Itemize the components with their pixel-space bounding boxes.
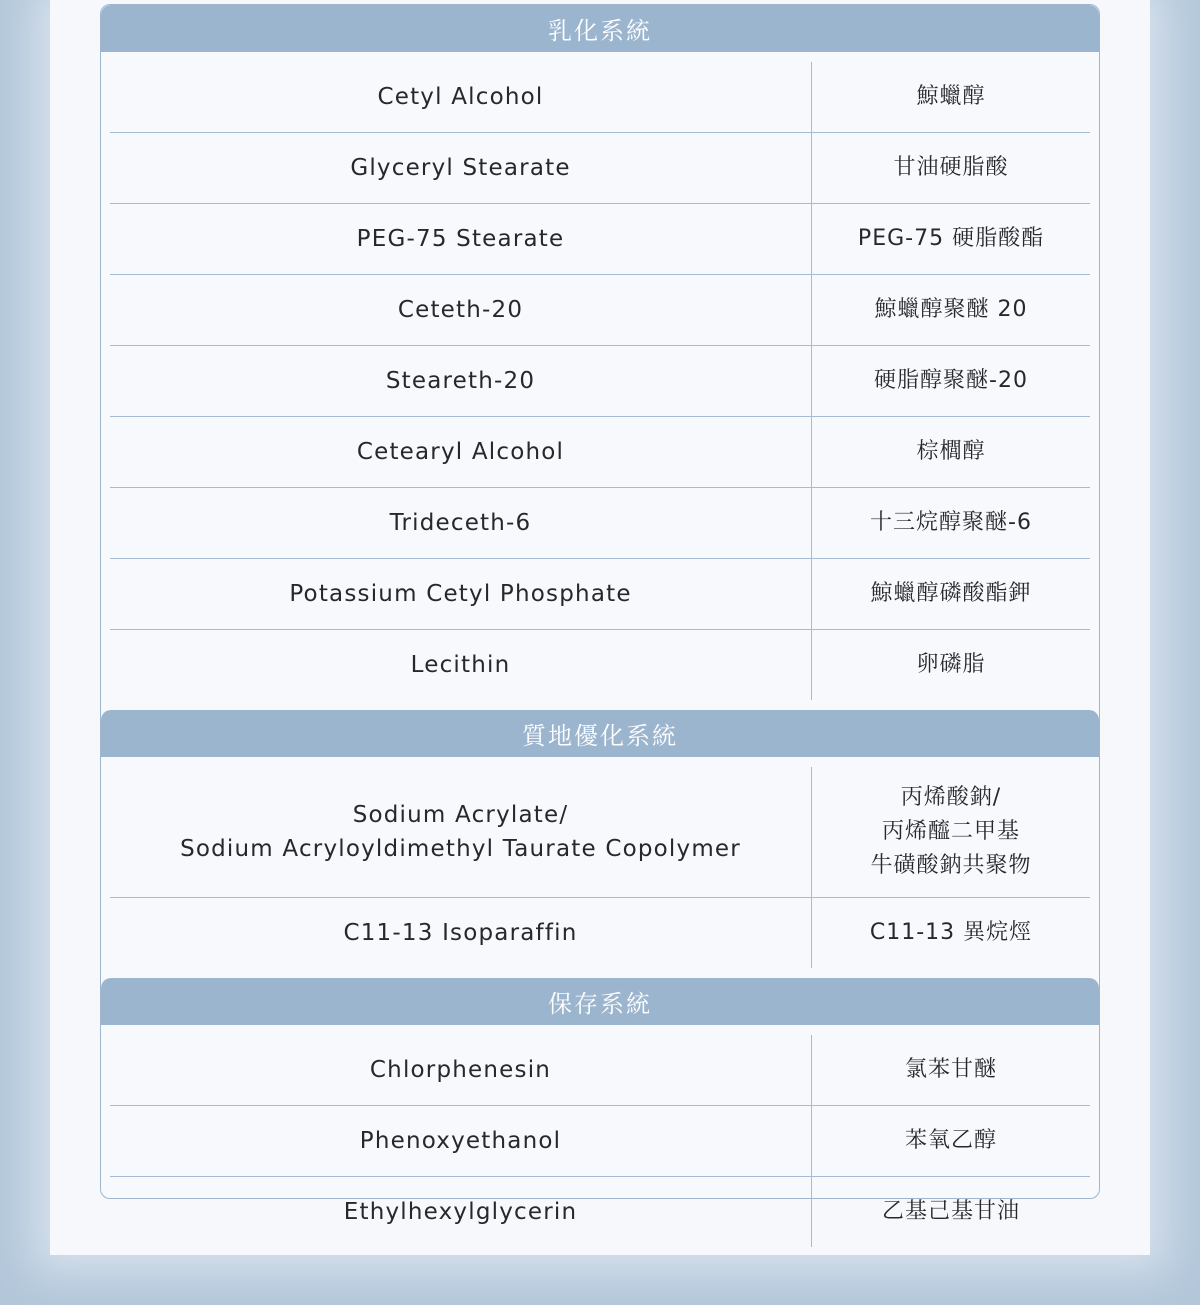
ingredient-english-name: Potassium Cetyl Phosphate	[110, 559, 812, 629]
section-rows-emulsifier	[101, 52, 1099, 710]
table-row	[110, 488, 1090, 559]
ingredient-chinese-name: 卵磷脂	[916, 652, 986, 677]
ingredient-english-name	[110, 767, 812, 897]
ingredient-chinese-name: 鯨蠟醇聚醚 20	[874, 297, 1028, 322]
ingredient-english-name: Ceteth-20	[110, 275, 812, 345]
ingredient-chinese-name	[812, 767, 1090, 897]
table-row	[110, 1106, 1090, 1177]
table-row	[110, 346, 1090, 417]
ingredient-chinese-name: 甘油硬脂酸	[893, 155, 1009, 180]
text-line: Sodium Acryloyldimethyl Taurate Copolymer	[180, 836, 741, 862]
multiline-text	[870, 781, 1031, 883]
ingredient-english-name: Steareth-20	[110, 346, 812, 416]
ingredient-chinese-name: 乙基己基甘油	[881, 1199, 1020, 1224]
ingredient-chinese-name: 十三烷醇聚醚-6	[870, 510, 1032, 535]
ingredient-chinese-name: PEG-75 硬脂酸酯	[857, 226, 1045, 251]
table-row	[110, 630, 1090, 700]
table-row	[110, 133, 1090, 204]
table-row	[110, 204, 1090, 275]
section-header-texture	[101, 710, 1099, 757]
table-row	[110, 417, 1090, 488]
ingredient-chinese-name: 鯨蠟醇	[916, 84, 986, 109]
table-row	[110, 275, 1090, 346]
table-row	[110, 62, 1090, 133]
ingredient-english-name: Lecithin	[110, 630, 812, 700]
ingredient-english-name: Ethylhexylglycerin	[110, 1177, 812, 1247]
text-line: 丙烯醯二甲基	[881, 819, 1020, 844]
ingredient-table	[100, 4, 1100, 1225]
section-title: 乳化系統	[548, 17, 652, 45]
table-row	[110, 767, 1090, 898]
ingredient-chinese-name: 棕櫚醇	[916, 439, 986, 464]
ingredient-english-name: Glyceryl Stearate	[110, 133, 812, 203]
ingredient-english-name: Phenoxyethanol	[110, 1106, 812, 1176]
table-row	[110, 1035, 1090, 1106]
section-header-emulsifier	[101, 5, 1099, 52]
table-row	[110, 1177, 1090, 1247]
text-line: 丙烯酸鈉/	[900, 785, 1002, 810]
ingredient-english-name: Cetyl Alcohol	[110, 62, 812, 132]
section-title: 保存系統	[548, 990, 652, 1018]
ingredient-english-name: Cetearyl Alcohol	[110, 417, 812, 487]
ingredient-english-name: PEG-75 Stearate	[110, 204, 812, 274]
ingredient-chinese-name: 氯苯甘醚	[904, 1057, 997, 1082]
ingredient-english-name: Chlorphenesin	[110, 1035, 812, 1105]
text-line: Sodium Acrylate/	[352, 802, 569, 828]
ingredient-chinese-name: C11-13 異烷烴	[869, 920, 1033, 945]
section-rows-preservative	[101, 1025, 1099, 1257]
ingredient-english-name: C11-13 Isoparaffin	[110, 898, 812, 968]
ingredient-chinese-name: 苯氧乙醇	[904, 1128, 997, 1153]
section-title: 質地優化系統	[522, 722, 678, 750]
ingredient-english-name: Trideceth-6	[110, 488, 812, 558]
ingredient-chinese-name: 硬脂醇聚醚-20	[874, 368, 1028, 393]
multiline-text	[180, 798, 741, 866]
ingredient-chinese-name: 鯨蠟醇磷酸酯鉀	[870, 581, 1032, 606]
section-rows-texture	[101, 757, 1099, 978]
section-header-preservative	[101, 978, 1099, 1025]
table-row	[110, 559, 1090, 630]
table-row	[110, 898, 1090, 968]
text-line: 牛磺酸鈉共聚物	[870, 853, 1032, 878]
